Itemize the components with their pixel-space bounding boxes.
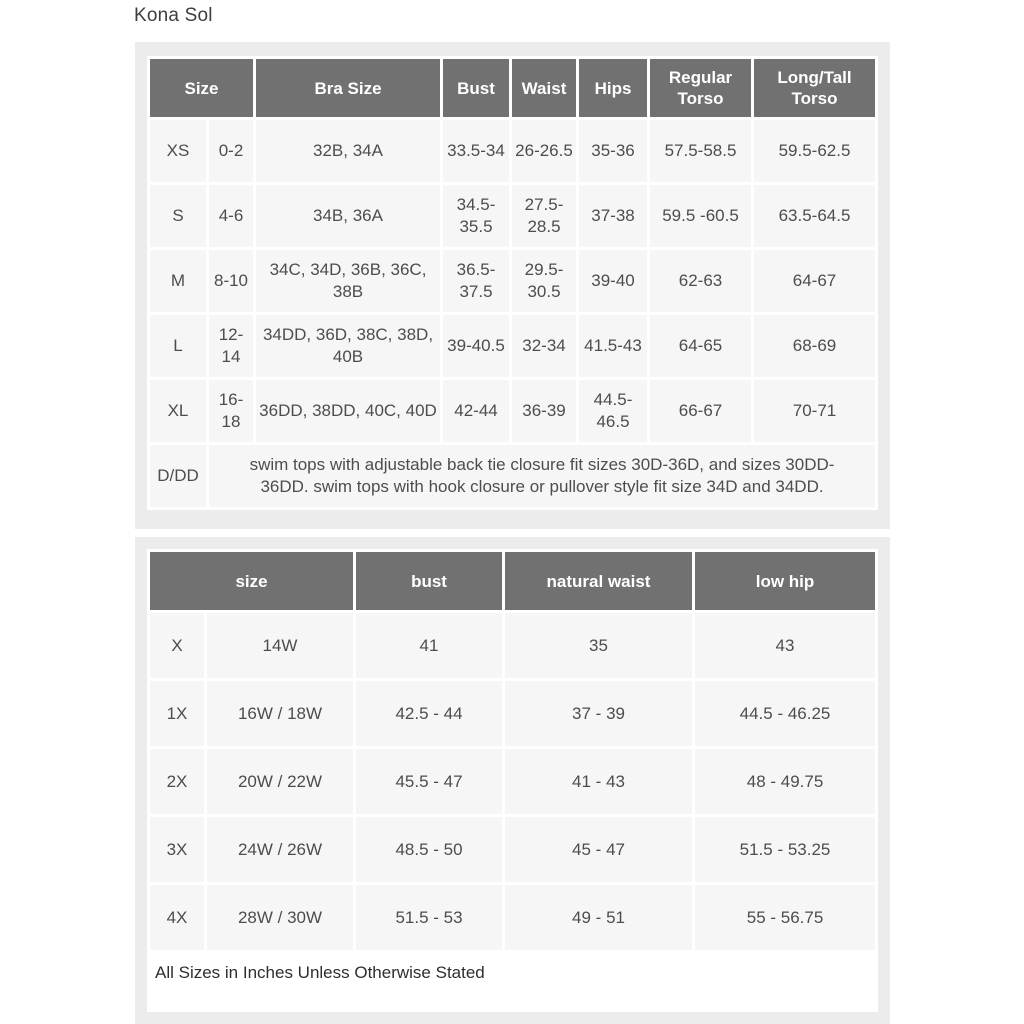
cell: 16W / 18W [207,681,353,746]
cell: 34DD, 36D, 38C, 38D, 40B [256,315,440,377]
cell: 36-39 [512,380,576,442]
col-header-waist: Waist [512,59,576,117]
header-row [150,59,875,117]
table-row-l [150,315,875,377]
cell: L [150,315,206,377]
cell: 3X [150,817,204,882]
cell: 35 [505,613,692,678]
table-row-xs [150,120,875,182]
col-header-size: size [150,552,353,610]
col-header-bust: Bust [443,59,509,117]
cell: 32B, 34A [256,120,440,182]
cell: 41 [356,613,502,678]
cell: M [150,250,206,312]
cell: 34.5-35.5 [443,185,509,247]
col-header-long-tall-torso: Long/Tall Torso [754,59,875,117]
cell: 41 - 43 [505,749,692,814]
cell: 44.5-46.5 [579,380,647,442]
cell: 70-71 [754,380,875,442]
cell: 57.5-58.5 [650,120,751,182]
cell: 51.5 - 53.25 [695,817,875,882]
cell: D/DD [150,445,206,507]
cell: 48.5 - 50 [356,817,502,882]
cell: 64-65 [650,315,751,377]
cell: 45.5 - 47 [356,749,502,814]
plus-size-table [147,549,878,953]
cell: 49 - 51 [505,885,692,950]
cell: 39-40 [579,250,647,312]
table-row-3x [150,817,875,882]
cell: 37 - 39 [505,681,692,746]
cell: 36.5-37.5 [443,250,509,312]
plus-size-chart-panel [135,537,890,1024]
col-header-bust: bust [356,552,502,610]
standard-size-table [147,56,878,510]
cell: S [150,185,206,247]
cell: 8-10 [209,250,253,312]
units-note: All Sizes in Inches Unless Otherwise Stated [155,963,485,982]
col-header-size: Size [150,59,253,117]
cell: 62-63 [650,250,751,312]
cell: XS [150,120,206,182]
cell: 59.5 -60.5 [650,185,751,247]
cell: X [150,613,204,678]
cell: 27.5-28.5 [512,185,576,247]
cell: 34B, 36A [256,185,440,247]
d-dd-fit-note: swim tops with adjustable back tie closure fit sizes 30D-36D, and sizes 30DD-36DD. swim tops with hook closure or pullover style fit size 34D and 34DD. [209,445,875,507]
col-header-low-hip: low hip [695,552,875,610]
cell: 20W / 22W [207,749,353,814]
cell: 45 - 47 [505,817,692,882]
cell: 41.5-43 [579,315,647,377]
table-row-s [150,185,875,247]
cell: 4X [150,885,204,950]
col-header-bra-size: Bra Size [256,59,440,117]
table-row-m [150,250,875,312]
cell: 48 - 49.75 [695,749,875,814]
header-row [150,552,875,610]
cell: 29.5-30.5 [512,250,576,312]
cell: 26-26.5 [512,120,576,182]
table-row-4x [150,885,875,950]
col-header-natural-waist: natural waist [505,552,692,610]
cell: XL [150,380,206,442]
cell: 35-36 [579,120,647,182]
cell: 63.5-64.5 [754,185,875,247]
col-header-regular-torso: Regular Torso [650,59,751,117]
cell: 42-44 [443,380,509,442]
cell: 12-14 [209,315,253,377]
cell: 1X [150,681,204,746]
cell: 34C, 34D, 36B, 36C, 38B [256,250,440,312]
col-header-hips: Hips [579,59,647,117]
cell: 32-34 [512,315,576,377]
cell: 36DD, 38DD, 40C, 40D [256,380,440,442]
cell: 59.5-62.5 [754,120,875,182]
cell: 39-40.5 [443,315,509,377]
cell: 14W [207,613,353,678]
cell: 0-2 [209,120,253,182]
cell: 66-67 [650,380,751,442]
table-row-xl [150,380,875,442]
cell: 16-18 [209,380,253,442]
cell: 2X [150,749,204,814]
cell: 55 - 56.75 [695,885,875,950]
standard-size-chart-panel [135,42,890,529]
cell: 43 [695,613,875,678]
cell: 51.5 - 53 [356,885,502,950]
cell: 4-6 [209,185,253,247]
cell: 42.5 - 44 [356,681,502,746]
table-row-d-dd-note [150,445,875,507]
cell: 24W / 26W [207,817,353,882]
page-title: Kona Sol [134,5,213,26]
cell: 28W / 30W [207,885,353,950]
cell: 44.5 - 46.25 [695,681,875,746]
table-row-2x [150,749,875,814]
cell: 68-69 [754,315,875,377]
cell: 37-38 [579,185,647,247]
cell: 64-67 [754,250,875,312]
table-row-x [150,613,875,678]
cell: 33.5-34 [443,120,509,182]
table-row-1x [150,681,875,746]
plus-size-chart-card [147,549,878,1012]
